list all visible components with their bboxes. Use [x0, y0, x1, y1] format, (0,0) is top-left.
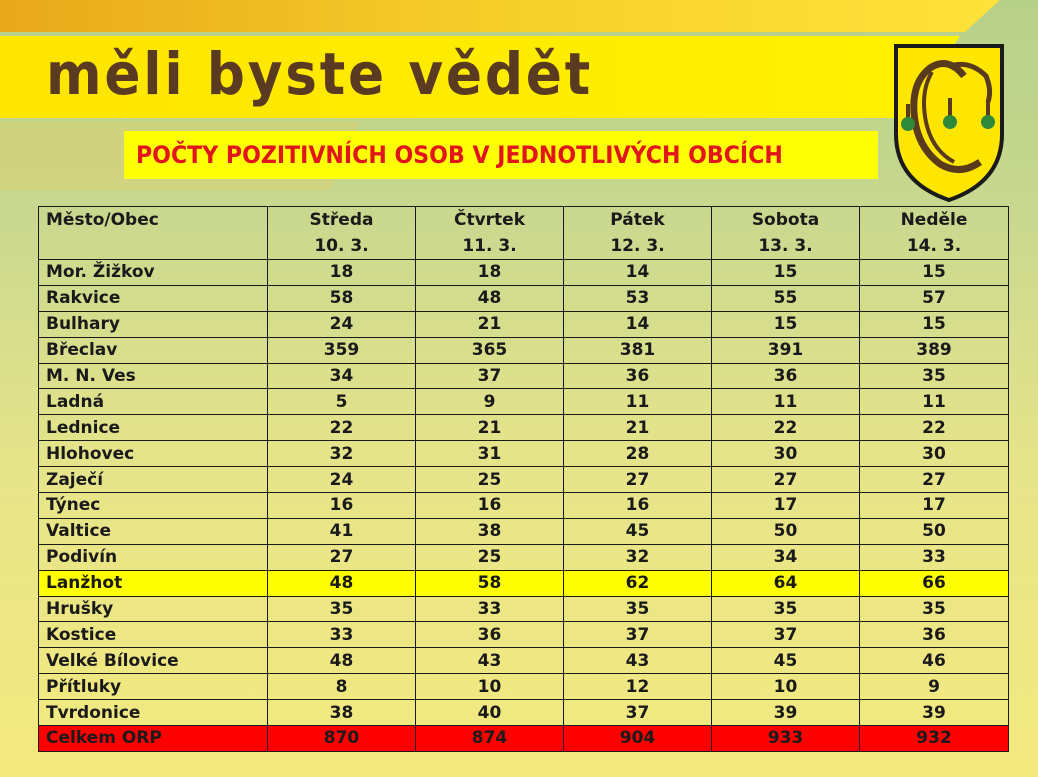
- table-row: [39, 648, 1009, 674]
- town-name-cell: Tvrdonice: [39, 700, 268, 726]
- case-count-cell: 16: [268, 493, 416, 519]
- case-count-cell: 33: [416, 596, 564, 622]
- case-count-cell: 66: [860, 570, 1009, 596]
- town-name-cell: M. N. Ves: [39, 363, 268, 389]
- case-count-cell: 9: [416, 389, 564, 415]
- case-count-cell: 38: [416, 518, 564, 544]
- case-count-cell: 17: [860, 493, 1009, 519]
- case-count-cell: 35: [860, 596, 1009, 622]
- case-count-cell: 870: [268, 726, 416, 752]
- case-count-cell: 35: [564, 596, 712, 622]
- table-row: [39, 337, 1009, 363]
- case-count-cell: 46: [860, 648, 1009, 674]
- case-count-cell: 22: [712, 415, 860, 441]
- case-count-cell: 24: [268, 467, 416, 493]
- page-heading: POČTY POZITIVNÍCH OSOB V JEDNOTLIVÝCH OBCÍCH: [136, 141, 783, 169]
- case-count-cell: 48: [416, 285, 564, 311]
- case-count-cell: 37: [416, 363, 564, 389]
- case-count-cell: 22: [860, 415, 1009, 441]
- case-count-cell: 8: [268, 674, 416, 700]
- case-count-cell: 389: [860, 337, 1009, 363]
- case-count-cell: 21: [416, 311, 564, 337]
- case-count-cell: 50: [712, 518, 860, 544]
- header-date: 13. 3.: [758, 236, 813, 256]
- case-count-cell: 35: [268, 596, 416, 622]
- table-row: [39, 544, 1009, 570]
- table-row: [39, 467, 1009, 493]
- case-count-cell: 21: [564, 415, 712, 441]
- case-count-cell: 45: [712, 648, 860, 674]
- case-count-cell: 5: [268, 389, 416, 415]
- case-count-cell: 37: [564, 622, 712, 648]
- case-count-cell: 58: [268, 285, 416, 311]
- case-count-cell: 34: [268, 363, 416, 389]
- case-count-cell: 35: [712, 596, 860, 622]
- case-count-cell: 932: [860, 726, 1009, 752]
- case-count-cell: 58: [416, 570, 564, 596]
- column-header-day: [860, 207, 1009, 260]
- town-name-cell: Velké Bílovice: [39, 648, 268, 674]
- case-count-cell: 11: [712, 389, 860, 415]
- header-label: Město/Obec: [46, 210, 159, 230]
- column-header-day: [416, 207, 564, 260]
- table-row: [39, 311, 1009, 337]
- brand-title: měli byste vědět: [46, 40, 593, 108]
- case-count-cell: 874: [416, 726, 564, 752]
- case-count-cell: 10: [416, 674, 564, 700]
- case-count-cell: 16: [564, 493, 712, 519]
- case-count-cell: 27: [860, 467, 1009, 493]
- case-count-cell: 36: [564, 363, 712, 389]
- case-count-cell: 933: [712, 726, 860, 752]
- case-count-cell: 15: [860, 260, 1009, 286]
- case-count-cell: 53: [564, 285, 712, 311]
- town-name-cell: Zaječí: [39, 467, 268, 493]
- town-name-cell: Lanžhot: [39, 570, 268, 596]
- case-count-cell: 10: [712, 674, 860, 700]
- case-count-cell: 40: [416, 700, 564, 726]
- town-name-cell: Bulhary: [39, 311, 268, 337]
- case-count-cell: 36: [416, 622, 564, 648]
- town-name-cell: Přítluky: [39, 674, 268, 700]
- town-name-cell: Rakvice: [39, 285, 268, 311]
- case-count-cell: 35: [860, 363, 1009, 389]
- case-count-cell: 14: [564, 311, 712, 337]
- case-count-cell: 15: [860, 311, 1009, 337]
- case-count-cell: 48: [268, 570, 416, 596]
- header-date: 11. 3.: [462, 236, 517, 256]
- positive-cases-table: [38, 206, 1009, 752]
- town-name-cell: Kostice: [39, 622, 268, 648]
- case-count-cell: 62: [564, 570, 712, 596]
- town-name-cell: Valtice: [39, 518, 268, 544]
- case-count-cell: 36: [860, 622, 1009, 648]
- table-row: [39, 622, 1009, 648]
- case-count-cell: 16: [416, 493, 564, 519]
- case-count-cell: 48: [268, 648, 416, 674]
- header-label: Čtvrtek: [453, 210, 526, 230]
- table-row: [39, 285, 1009, 311]
- table-row: [39, 260, 1009, 286]
- case-count-cell: 43: [416, 648, 564, 674]
- header-date: 10. 3.: [314, 236, 369, 256]
- town-name-cell: Ladná: [39, 389, 268, 415]
- town-name-cell: Hlohovec: [39, 441, 268, 467]
- case-count-cell: 31: [416, 441, 564, 467]
- municipal-crest-icon: [890, 42, 1008, 204]
- case-count-cell: 18: [416, 260, 564, 286]
- case-count-cell: 50: [860, 518, 1009, 544]
- table-row: [39, 596, 1009, 622]
- case-count-cell: 55: [712, 285, 860, 311]
- table-body: [39, 260, 1009, 752]
- heading-box: [124, 131, 878, 179]
- case-count-cell: 33: [860, 544, 1009, 570]
- header-label: Pátek: [610, 210, 665, 230]
- header-label: Sobota: [751, 210, 820, 230]
- case-count-cell: 43: [564, 648, 712, 674]
- table-row: [39, 493, 1009, 519]
- case-count-cell: 33: [268, 622, 416, 648]
- case-count-cell: 64: [712, 570, 860, 596]
- case-count-cell: 24: [268, 311, 416, 337]
- table-row: [39, 700, 1009, 726]
- town-name-cell: Podivín: [39, 544, 268, 570]
- case-count-cell: 11: [860, 389, 1009, 415]
- case-count-cell: 37: [712, 622, 860, 648]
- case-count-cell: 391: [712, 337, 860, 363]
- column-header-day: [564, 207, 712, 260]
- case-count-cell: 30: [860, 441, 1009, 467]
- town-name-cell: Lednice: [39, 415, 268, 441]
- town-name-cell: Břeclav: [39, 337, 268, 363]
- case-count-cell: 39: [860, 700, 1009, 726]
- case-count-cell: 27: [712, 467, 860, 493]
- header-date: 14. 3.: [906, 236, 962, 256]
- case-count-cell: 25: [416, 467, 564, 493]
- table-row: [39, 363, 1009, 389]
- case-count-cell: 22: [268, 415, 416, 441]
- table-row: [39, 570, 1009, 596]
- case-count-cell: 9: [860, 674, 1009, 700]
- case-count-cell: 27: [268, 544, 416, 570]
- case-count-cell: 36: [712, 363, 860, 389]
- town-name-cell: Celkem ORP: [39, 726, 268, 752]
- case-count-cell: 32: [564, 544, 712, 570]
- header-label: Středa: [309, 210, 374, 230]
- case-count-cell: 25: [416, 544, 564, 570]
- case-count-cell: 32: [268, 441, 416, 467]
- case-count-cell: 39: [712, 700, 860, 726]
- column-header-town: [39, 207, 268, 260]
- case-count-cell: 41: [268, 518, 416, 544]
- case-count-cell: 18: [268, 260, 416, 286]
- column-header-day: [268, 207, 416, 260]
- case-count-cell: 15: [712, 311, 860, 337]
- case-count-cell: 30: [712, 441, 860, 467]
- case-count-cell: 12: [564, 674, 712, 700]
- town-name-cell: Hrušky: [39, 596, 268, 622]
- town-name-cell: Týnec: [39, 493, 268, 519]
- case-count-cell: 28: [564, 441, 712, 467]
- table-row: [39, 518, 1009, 544]
- case-count-cell: 365: [416, 337, 564, 363]
- table-row: [39, 674, 1009, 700]
- case-count-cell: 17: [712, 493, 860, 519]
- case-count-cell: 27: [564, 467, 712, 493]
- case-count-cell: 381: [564, 337, 712, 363]
- town-name-cell: Mor. Žižkov: [39, 260, 268, 286]
- case-count-cell: 15: [712, 260, 860, 286]
- table-row: [39, 441, 1009, 467]
- case-count-cell: 34: [712, 544, 860, 570]
- table-row: [39, 389, 1009, 415]
- case-count-cell: 359: [268, 337, 416, 363]
- column-header-day: [712, 207, 860, 260]
- case-count-cell: 38: [268, 700, 416, 726]
- table-total-row: [39, 726, 1009, 752]
- table-header-row: [39, 207, 1009, 260]
- case-count-cell: 904: [564, 726, 712, 752]
- case-count-cell: 57: [860, 285, 1009, 311]
- case-count-cell: 21: [416, 415, 564, 441]
- case-count-cell: 37: [564, 700, 712, 726]
- case-count-cell: 11: [564, 389, 712, 415]
- case-count-cell: 45: [564, 518, 712, 544]
- header-date: 12. 3.: [610, 236, 665, 256]
- case-count-cell: 14: [564, 260, 712, 286]
- table-row: [39, 415, 1009, 441]
- header-label: Neděle: [900, 210, 968, 230]
